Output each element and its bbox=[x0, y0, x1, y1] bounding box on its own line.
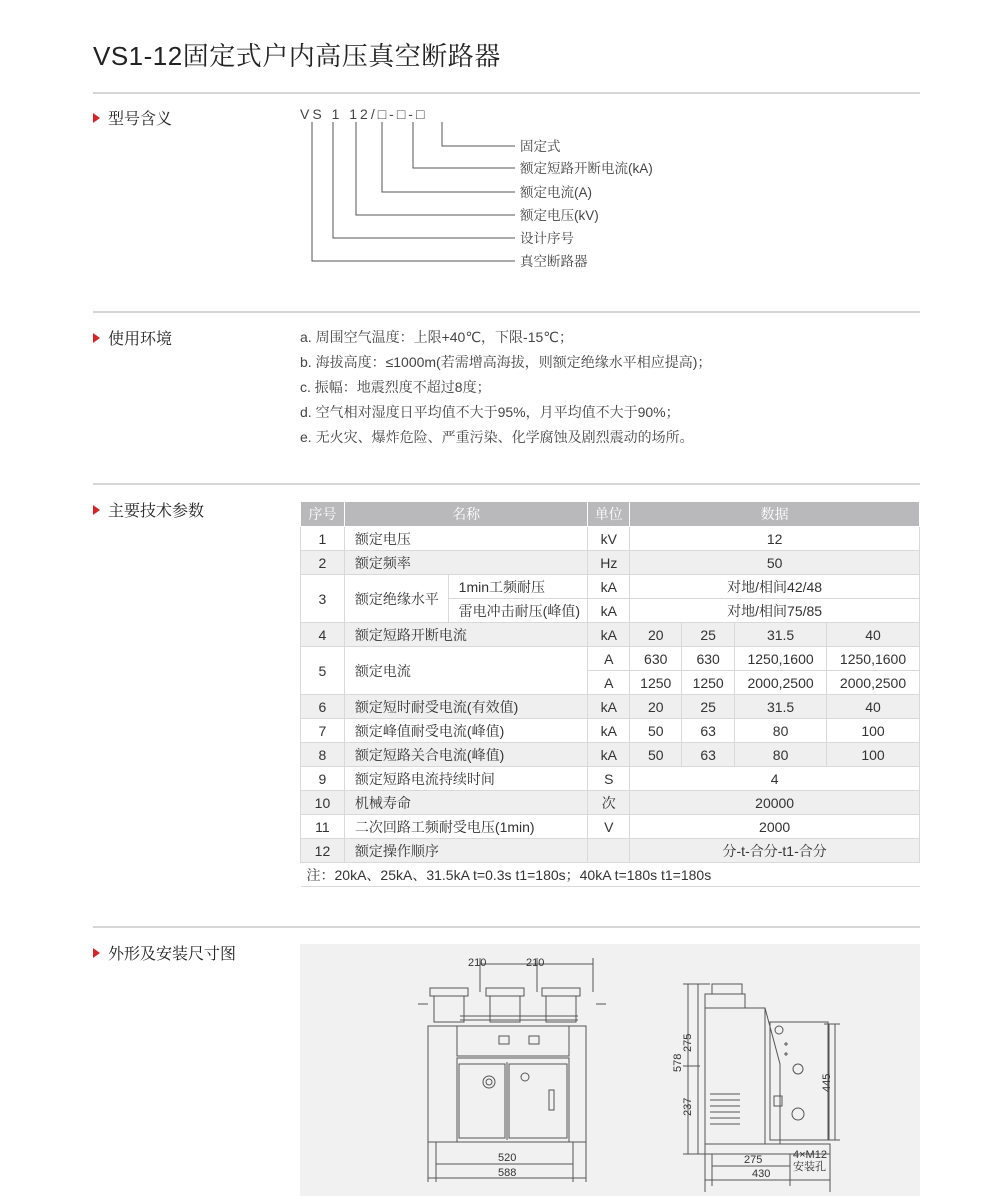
leader-line bbox=[382, 122, 515, 192]
model-code: VS 1 12/□-□-□ bbox=[300, 106, 428, 122]
environment-list bbox=[300, 325, 711, 450]
cell: Hz bbox=[588, 551, 630, 575]
dimension-drawing bbox=[300, 944, 920, 1196]
cell: 2 bbox=[301, 551, 345, 575]
meaning-text: 额定短路开断电流(kA) bbox=[520, 161, 653, 176]
header-cell: 名称 bbox=[344, 502, 587, 527]
dimension-drawing-panel bbox=[300, 944, 920, 1196]
dim-label: 520 bbox=[498, 1152, 517, 1164]
table-row bbox=[301, 551, 920, 575]
cell: 11 bbox=[301, 815, 345, 839]
table-row bbox=[301, 695, 920, 719]
cell: 25 bbox=[682, 695, 735, 719]
table-row bbox=[301, 719, 920, 743]
triangle-bullet-icon bbox=[93, 333, 100, 343]
triangle-bullet-icon bbox=[93, 505, 100, 515]
table-row bbox=[301, 623, 920, 647]
table-row bbox=[301, 839, 920, 863]
section-label: 型号含义 bbox=[108, 111, 173, 128]
meaning-text: 设计序号 bbox=[520, 231, 574, 246]
cell: S bbox=[588, 767, 630, 791]
cell: 2000 bbox=[630, 815, 920, 839]
cell: 25 bbox=[682, 623, 735, 647]
cell: 1250,1600 bbox=[735, 647, 827, 671]
cell: 额定电流 bbox=[344, 647, 587, 695]
dim-label: 210 bbox=[526, 957, 545, 969]
cell: 2000,2500 bbox=[827, 671, 920, 695]
cell: 额定短路电流持续时间 bbox=[344, 767, 587, 791]
dim-label: 588 bbox=[498, 1167, 517, 1179]
triangle-bullet-icon bbox=[93, 113, 100, 123]
cell: 100 bbox=[827, 719, 920, 743]
cell: 50 bbox=[630, 719, 682, 743]
cell: 63 bbox=[682, 743, 735, 767]
env-item: b. 海拔高度：≤1000m(若需增高海拔，则额定绝缘水平相应提高)； bbox=[300, 354, 712, 370]
cell: 20000 bbox=[630, 791, 920, 815]
cell: 9 bbox=[301, 767, 345, 791]
cell: 额定绝缘水平 bbox=[344, 575, 448, 623]
dim-label: 275 bbox=[744, 1154, 763, 1166]
leader-line bbox=[333, 122, 515, 238]
cell: 1250,1600 bbox=[827, 647, 920, 671]
env-item: c. 振幅：地震烈度不超过8度； bbox=[300, 379, 491, 395]
cell: 1min工频耐压 bbox=[448, 575, 588, 599]
cell: 次 bbox=[588, 791, 630, 815]
section-heading-model bbox=[93, 106, 172, 129]
cell: 额定短时耐受电流(有效值) bbox=[344, 695, 587, 719]
dim-label: 237 bbox=[682, 1097, 694, 1116]
cell: 4 bbox=[301, 623, 345, 647]
section-heading-params bbox=[93, 498, 204, 521]
cell: V bbox=[588, 815, 630, 839]
cell: 额定短路关合电流(峰值) bbox=[344, 743, 587, 767]
cell: 4 bbox=[630, 767, 920, 791]
triangle-bullet-icon bbox=[93, 948, 100, 958]
leader-line bbox=[442, 122, 515, 146]
cell: 63 bbox=[682, 719, 735, 743]
cell: 5 bbox=[301, 647, 345, 695]
cell: 7 bbox=[301, 719, 345, 743]
env-item: e. 无火灾、爆炸危险、严重污染、化学腐蚀及剧烈震动的场所。 bbox=[300, 429, 694, 445]
section-divider bbox=[93, 926, 920, 928]
cell: kA bbox=[588, 743, 630, 767]
cell: kV bbox=[588, 527, 630, 551]
cell: 100 bbox=[827, 743, 920, 767]
table-row bbox=[301, 743, 920, 767]
model-diagram bbox=[300, 120, 720, 280]
cell: 50 bbox=[630, 743, 682, 767]
dim-label: 安装孔 bbox=[793, 1161, 826, 1173]
section-heading-dims bbox=[93, 941, 236, 964]
cell: 1250 bbox=[682, 671, 735, 695]
cell: 40 bbox=[827, 695, 920, 719]
cell: 额定峰值耐受电流(峰值) bbox=[344, 719, 587, 743]
cell: 1 bbox=[301, 527, 345, 551]
cell: 雷电冲击耐压(峰值) bbox=[448, 599, 588, 623]
dim-label: 4×M12 bbox=[793, 1149, 827, 1161]
cell: A bbox=[588, 671, 630, 695]
leader-line bbox=[413, 122, 515, 168]
section-divider bbox=[93, 92, 920, 94]
cell: A bbox=[588, 647, 630, 671]
cell: 8 bbox=[301, 743, 345, 767]
dim-label: 275 bbox=[682, 1033, 694, 1052]
section-heading-env bbox=[93, 326, 172, 349]
dim-label: 430 bbox=[752, 1168, 771, 1180]
env-item: d. 空气相对湿度日平均值不大于95%，月平均值不大于90%； bbox=[300, 404, 680, 420]
cell: 31.5 bbox=[735, 623, 827, 647]
dim-label: 210 bbox=[468, 957, 487, 969]
section-divider bbox=[93, 311, 920, 313]
cell: 50 bbox=[630, 551, 920, 575]
cell: 10 bbox=[301, 791, 345, 815]
table-note: 注：20kA、25kA、31.5kA t=0.3s t1=180s；40kA t=180s t1=180s bbox=[301, 863, 920, 887]
header-cell: 序号 bbox=[301, 502, 345, 527]
cell: 额定频率 bbox=[344, 551, 587, 575]
cell: 对地/相间75/85 bbox=[630, 599, 920, 623]
table-row bbox=[301, 815, 920, 839]
cell: 630 bbox=[682, 647, 735, 671]
cell: 40 bbox=[827, 623, 920, 647]
cell: 对地/相间42/48 bbox=[630, 575, 920, 599]
table-row bbox=[301, 575, 920, 599]
cell: 机械寿命 bbox=[344, 791, 587, 815]
meaning-text: 额定电压(kV) bbox=[520, 208, 599, 223]
front-view bbox=[418, 958, 606, 1182]
cell: 额定电压 bbox=[344, 527, 587, 551]
cell: 20 bbox=[630, 695, 682, 719]
section-label: 主要技术参数 bbox=[108, 503, 205, 520]
cell: 3 bbox=[301, 575, 345, 623]
dim-label: 445 bbox=[821, 1073, 833, 1092]
cell: 12 bbox=[301, 839, 345, 863]
meaning-text: 真空断路器 bbox=[520, 254, 588, 269]
cell: 630 bbox=[630, 647, 682, 671]
cell: kA bbox=[588, 719, 630, 743]
cell: 20 bbox=[630, 623, 682, 647]
cell: 12 bbox=[630, 527, 920, 551]
meaning-text: 固定式 bbox=[520, 139, 561, 154]
table-row bbox=[301, 527, 920, 551]
table-row bbox=[301, 767, 920, 791]
table-header-row bbox=[301, 502, 920, 527]
table-row bbox=[301, 791, 920, 815]
meaning-text: 额定电流(A) bbox=[520, 185, 592, 200]
table-note-row bbox=[301, 863, 920, 887]
cell: 2000,2500 bbox=[735, 671, 827, 695]
cell: 二次回路工频耐受电压(1min) bbox=[344, 815, 587, 839]
section-divider bbox=[93, 483, 920, 485]
cell: kA bbox=[588, 599, 630, 623]
cell: kA bbox=[588, 623, 630, 647]
page-title: VS1-12固定式户内高压真空断路器 bbox=[93, 41, 501, 71]
cell bbox=[588, 839, 630, 863]
cell: 分-t-合分-t1-合分 bbox=[630, 839, 920, 863]
cell: 1250 bbox=[630, 671, 682, 695]
cell: kA bbox=[588, 575, 630, 599]
cell: 31.5 bbox=[735, 695, 827, 719]
dim-label: 578 bbox=[672, 1053, 684, 1072]
cell: 80 bbox=[735, 719, 827, 743]
cell: kA bbox=[588, 695, 630, 719]
cell: 6 bbox=[301, 695, 345, 719]
cell: 额定短路开断电流 bbox=[344, 623, 587, 647]
header-cell: 单位 bbox=[588, 502, 630, 527]
section-label: 外形及安装尺寸图 bbox=[108, 946, 237, 963]
section-label: 使用环境 bbox=[108, 331, 173, 348]
spec-table bbox=[300, 501, 920, 887]
cell: 80 bbox=[735, 743, 827, 767]
cell: 额定操作顺序 bbox=[344, 839, 587, 863]
header-cell: 数据 bbox=[630, 502, 920, 527]
env-item: a. 周围空气温度：上限+40℃，下限-15℃； bbox=[300, 329, 573, 345]
table-row bbox=[301, 647, 920, 671]
